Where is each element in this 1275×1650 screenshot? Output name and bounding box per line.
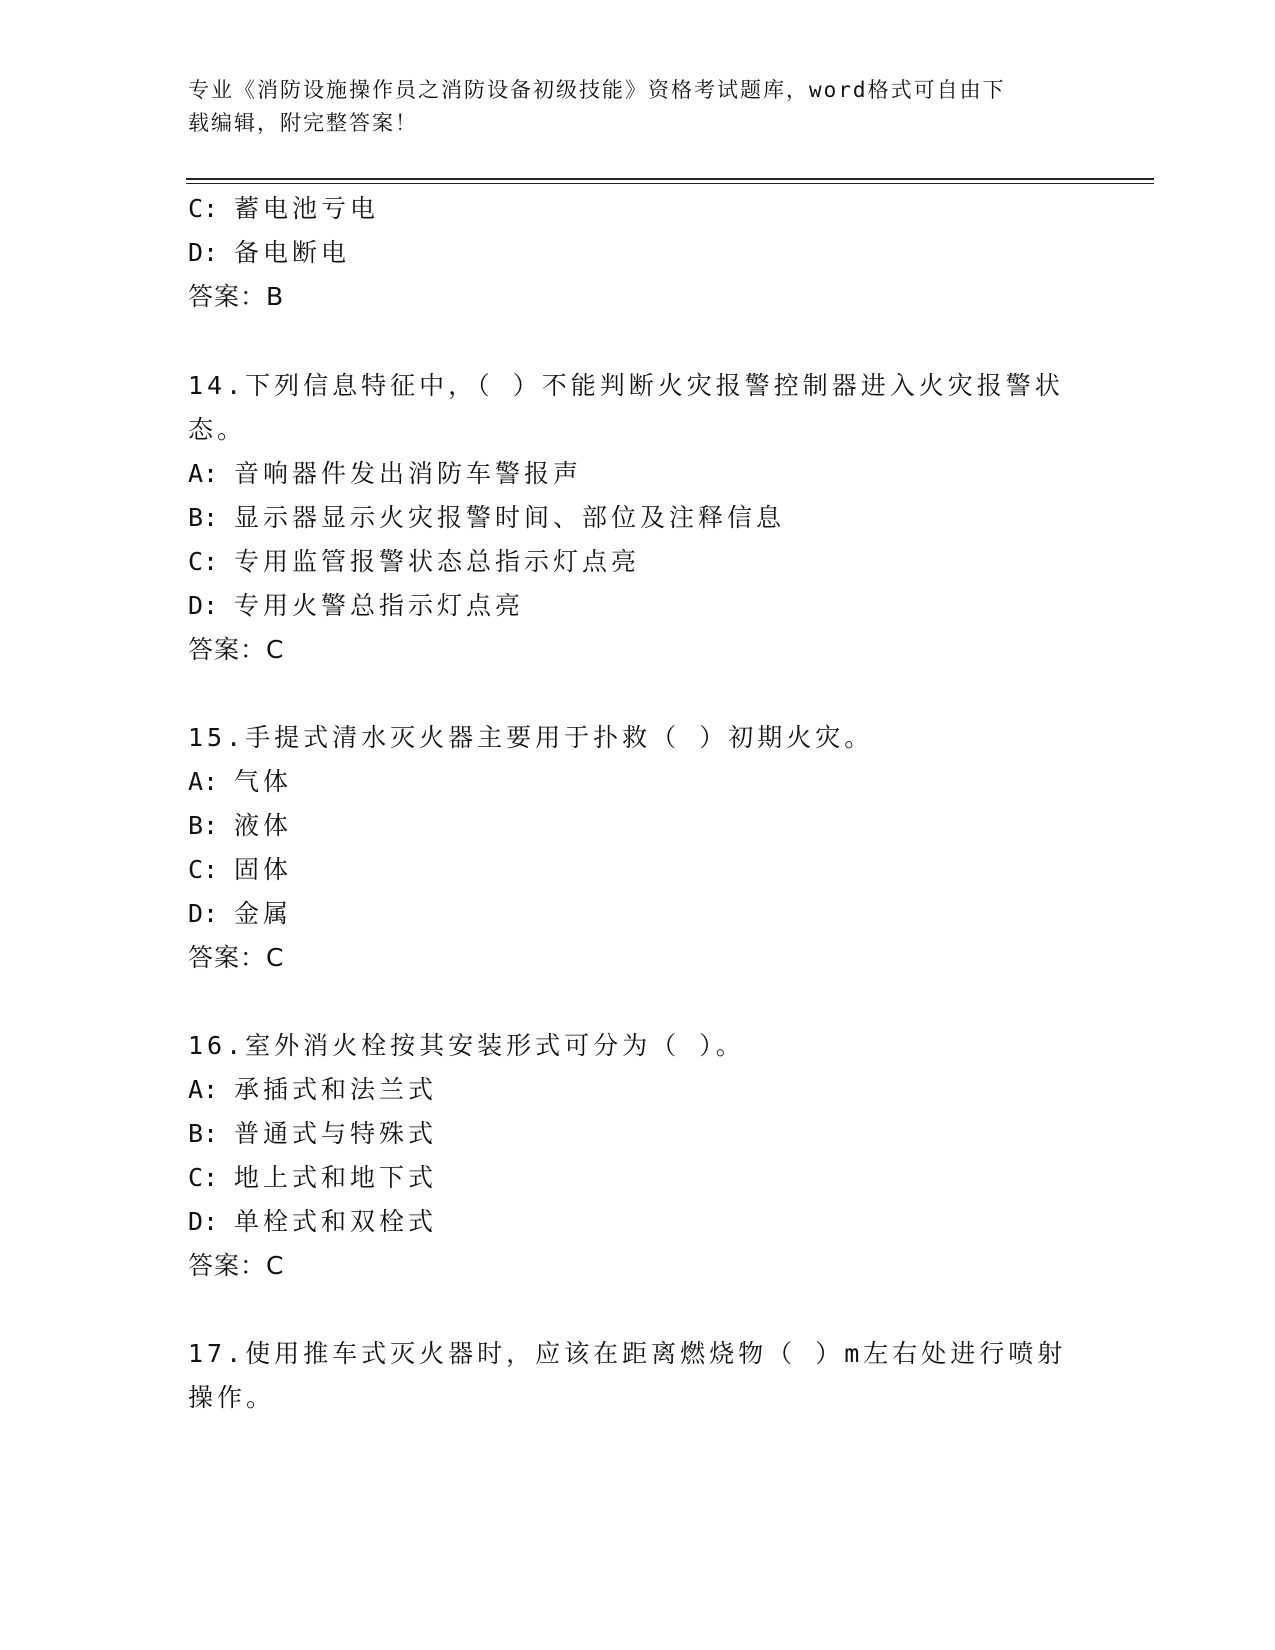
header-divider-thin <box>186 183 1154 184</box>
answer-line: 答案：C <box>188 1251 285 1280</box>
option-d: D: 单栓式和双栓式 <box>188 1207 438 1236</box>
option-d: D: 金属 <box>188 899 293 928</box>
question-17-stem: 17.使用推车式灭火器时，应该在距离燃烧物（ ）m左右处进行喷射 <box>188 1339 1067 1368</box>
option-c: C: 蓄电池亏电 <box>188 194 380 223</box>
option-c: C: 固体 <box>188 855 293 884</box>
option-a: A: 气体 <box>188 767 293 796</box>
option-a: A: 音响器件发出消防车警报声 <box>188 459 583 488</box>
question-15-stem: 15.手提式清水灭火器主要用于扑救（ ）初期火灾。 <box>188 723 874 752</box>
option-c: C: 地上式和地下式 <box>188 1163 438 1192</box>
header-line-1: 专业《消防设施操作员之消防设备初级技能》资格考试题库，word格式可自由下 <box>188 78 1006 102</box>
question-14-stem: 14.下列信息特征中，（ ）不能判断火灾报警控制器进入火灾报警状 <box>188 371 1064 400</box>
option-b: B: 普通式与特殊式 <box>188 1119 438 1148</box>
header-divider-thick <box>186 178 1154 180</box>
option-d: D: 备电断电 <box>188 238 351 267</box>
option-b: B: 显示器显示火灾报警时间、部位及注释信息 <box>188 503 786 532</box>
option-a: A: 承插式和法兰式 <box>188 1075 438 1104</box>
header-line-2: 载编辑，附完整答案！ <box>188 111 418 135</box>
document-header <box>188 74 1088 140</box>
answer-line: 答案：C <box>188 943 285 972</box>
question-14-stem-cont: 态。 <box>188 415 247 444</box>
option-c: C: 专用监管报警状态总指示灯点亮 <box>188 547 641 576</box>
option-b: B: 液体 <box>188 811 293 840</box>
option-d: D: 专用火警总指示灯点亮 <box>188 591 525 620</box>
answer-line: 答案：C <box>188 635 285 664</box>
question-17-stem-cont: 操作。 <box>188 1383 276 1412</box>
question-16-stem: 16.室外消火栓按其安装形式可分为（ ）。 <box>188 1031 745 1060</box>
answer-line: 答案：B <box>188 282 285 311</box>
